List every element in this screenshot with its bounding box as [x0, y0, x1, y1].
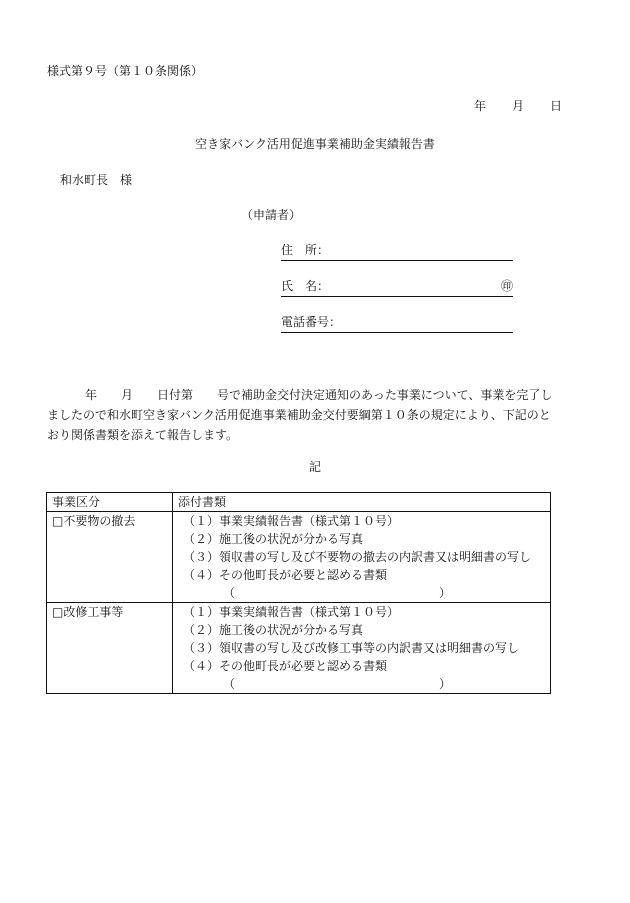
body-text: 年 月 日付第 号で補助金交付決定通知のあった事業について、事業を完了しましたので和水町空き家バンク活用促進事業補助金交付要綱第１０条の規定により、下記のとおり関係書類を添えて報告します。 [47, 388, 553, 442]
seal-mark: ㊞ [500, 279, 513, 293]
document-title: 空き家バンク活用促進事業補助金実績報告書 [195, 137, 435, 151]
doc-item: （２）施工後の状況が分かる写真 [183, 532, 364, 546]
attachments-table [46, 492, 551, 694]
table-row [47, 603, 551, 694]
date-year: 年 [474, 99, 487, 113]
phone-label: 電話番号： [281, 315, 342, 329]
paren-open: （ [223, 677, 236, 691]
address-label: 住 所： [281, 243, 330, 257]
date-day: 日 [550, 99, 563, 113]
header-documents: 添付書類 [173, 493, 551, 512]
doc-item: （４）その他町長が必要と認める書類 [183, 568, 388, 582]
doc-item: （４）その他町長が必要と認める書類 [183, 659, 388, 673]
ki-heading: 記 [308, 460, 321, 474]
paren-open: （ [223, 586, 236, 600]
documents-cell [173, 603, 551, 694]
documents-cell [173, 512, 551, 603]
address-field [281, 243, 513, 261]
doc-item: （３）領収書の写し及び改修工事等の内訳書又は明細書の写し [183, 641, 520, 655]
paren-close: ） [438, 586, 451, 600]
addressee: 和水町長 様 [60, 173, 133, 187]
doc-item: （２）施工後の状況が分かる写真 [183, 623, 364, 637]
blank-parentheses [223, 584, 451, 602]
name-field [281, 279, 513, 297]
doc-item: （１）事業実績報告書（様式第１０号） [183, 605, 400, 619]
header-category: 事業区分 [47, 493, 173, 512]
phone-field [281, 315, 513, 333]
form-number: 様式第９号（第１０条関係） [47, 64, 204, 78]
name-label: 氏 名： [281, 279, 330, 293]
blank-parentheses [223, 675, 451, 693]
applicant-label: （申請者） [241, 208, 302, 222]
table-header-row [47, 493, 551, 512]
doc-item: （１）事業実績報告書（様式第１０号） [183, 514, 400, 528]
category-cell: □改修工事等 [47, 603, 173, 694]
doc-item: （３）領収書の写し及び不要物の撤去の内訳書又は明細書の写し [183, 550, 532, 564]
date-line [474, 99, 562, 113]
category-cell: □不要物の撤去 [47, 512, 173, 603]
table-row [47, 512, 551, 603]
date-month: 月 [512, 99, 525, 113]
paren-close: ） [438, 677, 451, 691]
